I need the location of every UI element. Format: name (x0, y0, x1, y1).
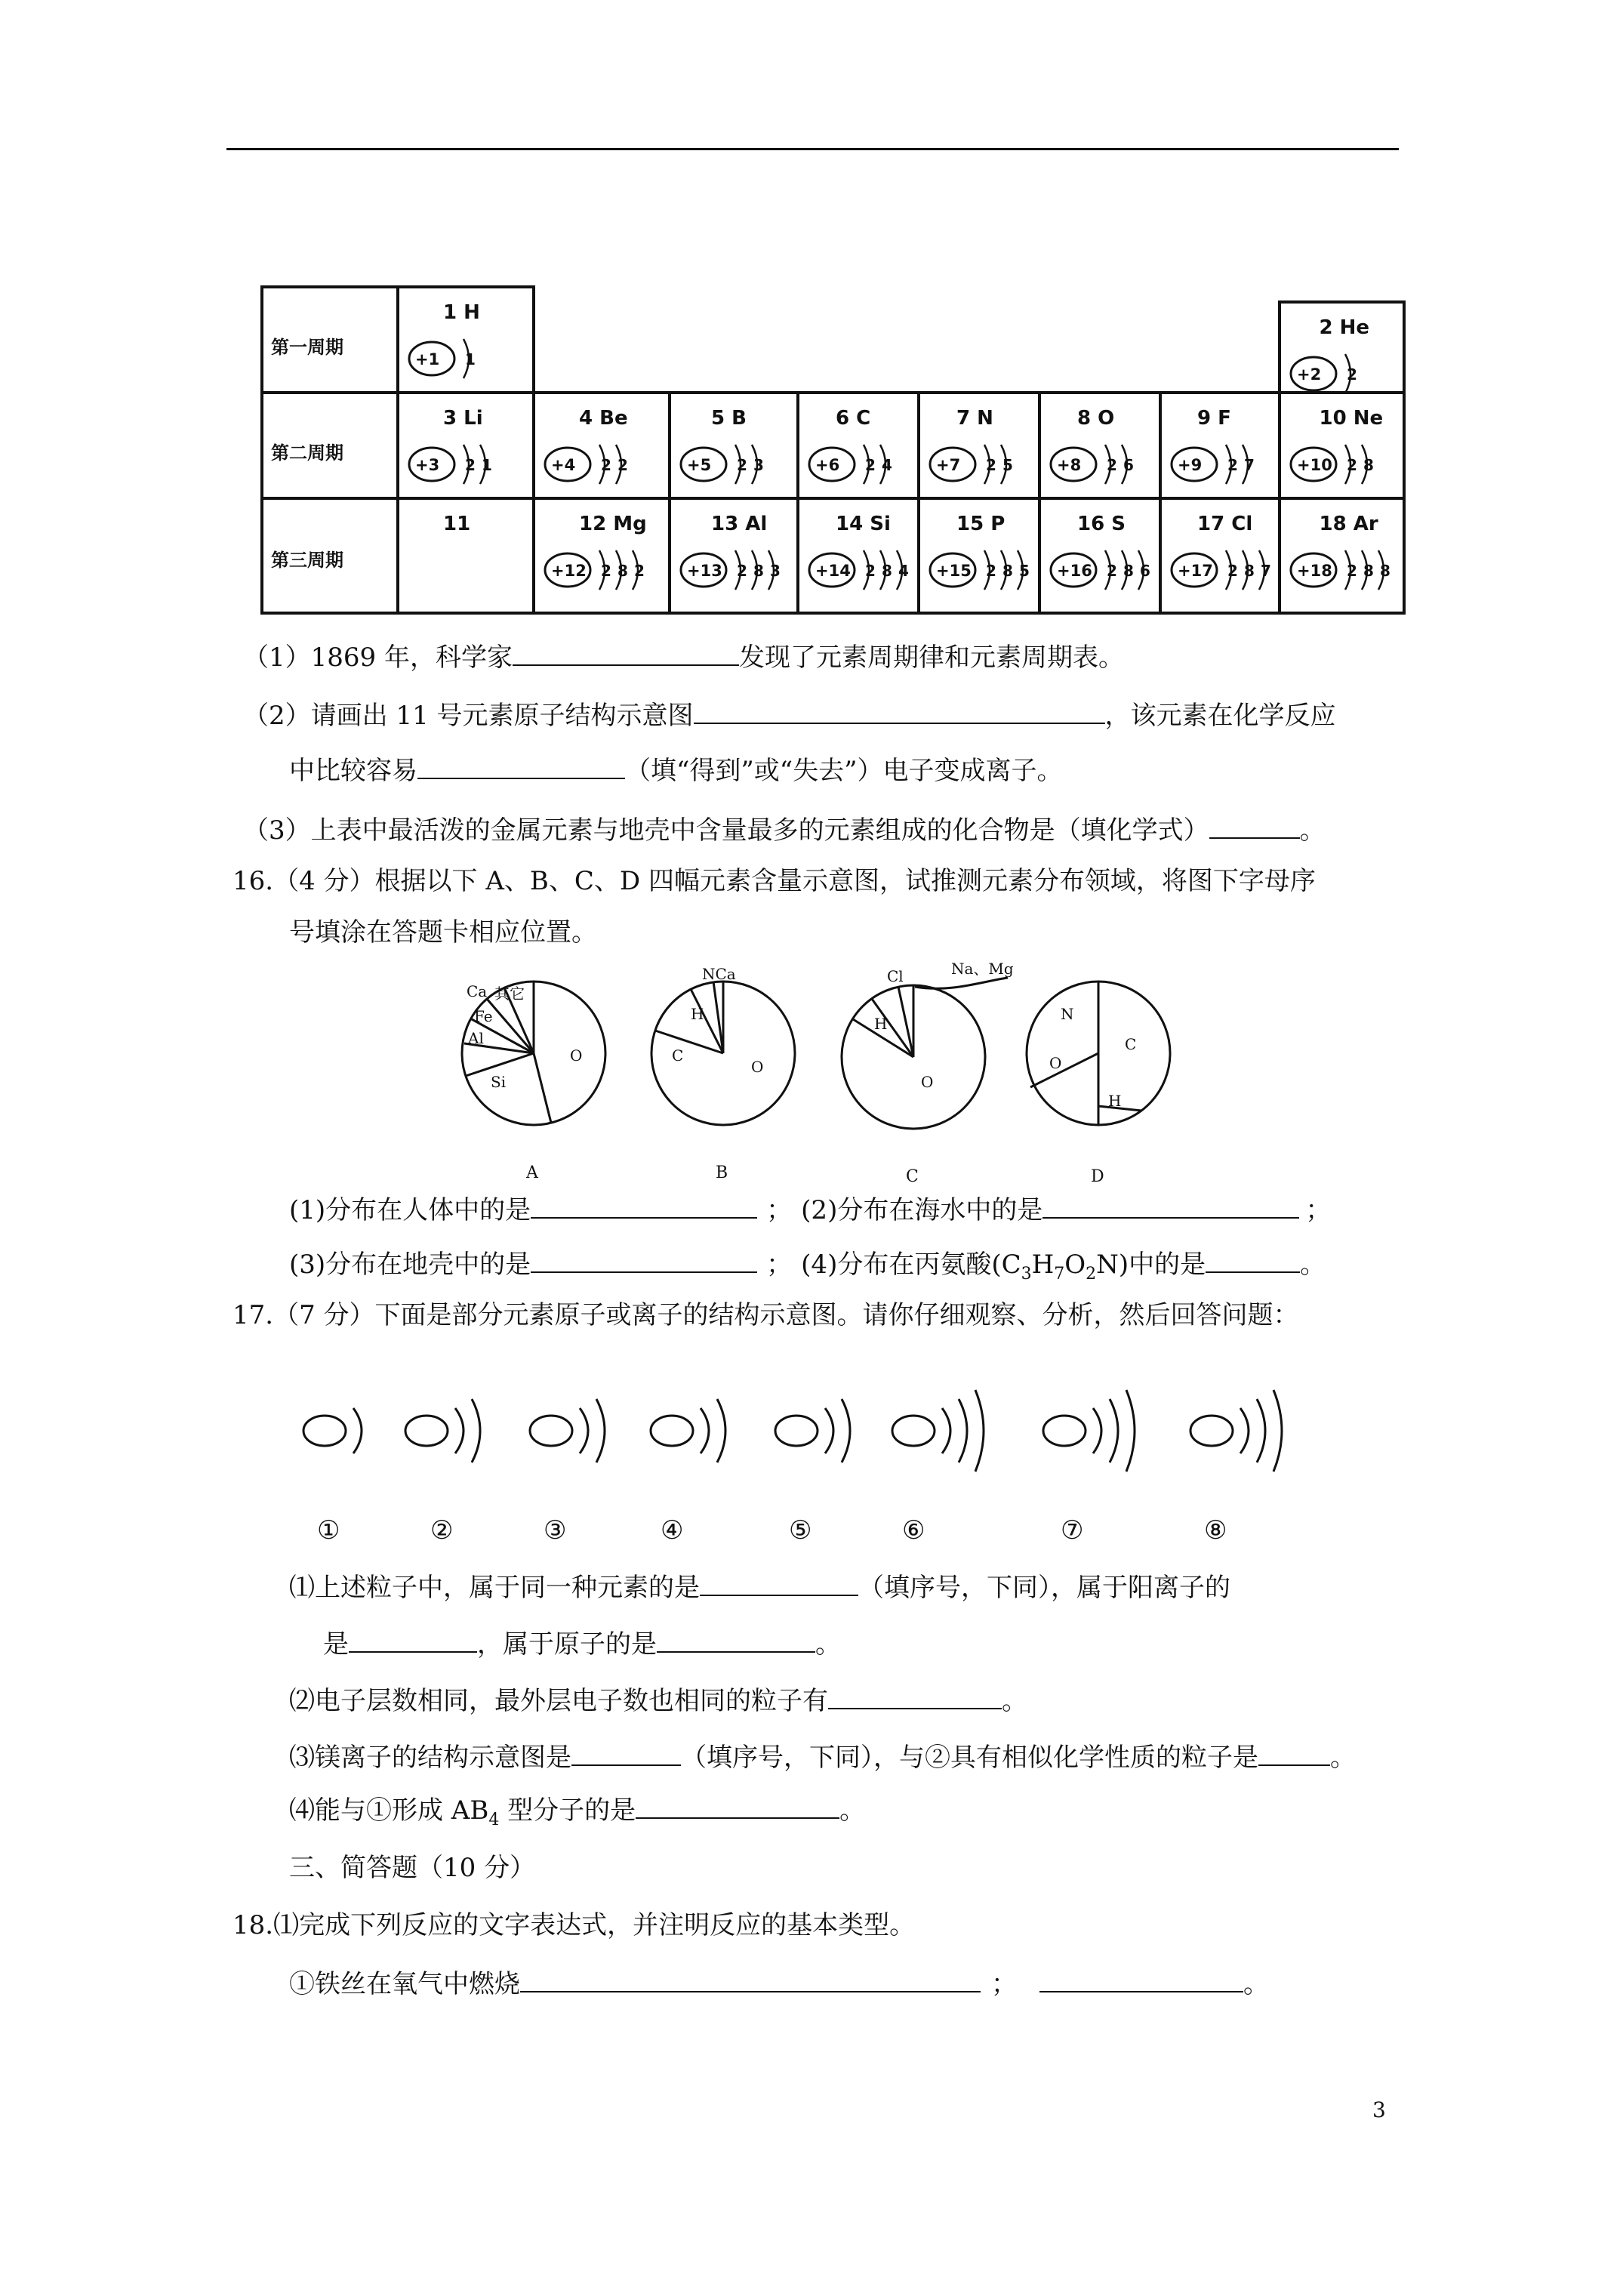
header-rule (226, 148, 1399, 150)
shell-electron-count: 2 (1107, 562, 1117, 580)
electron-shell-arc (825, 1408, 833, 1453)
shell-electron-count: 2 (617, 456, 628, 474)
shell-electron-count: 8 (1244, 562, 1255, 580)
nucleus-charge: +17 (1178, 562, 1213, 580)
section-3-heading: 三、简答题（10 分） (289, 1853, 536, 1883)
element-label: 3 Li (443, 407, 483, 430)
nucleus-charge: +15 (936, 562, 972, 580)
q16-answer-2: (3)分布在地壳中的是 ； (4)分布在丙氨酸$(C_3H_7O_2N)$中的是 。 (289, 1247, 1326, 1291)
answer-blank[interactable] (531, 1247, 757, 1273)
pie-d-label: N (1061, 1005, 1074, 1023)
nucleus-charge: +6 (815, 456, 840, 474)
shell-electron-count: 8 (1002, 562, 1013, 580)
pie-d-letter: D (1091, 1167, 1104, 1186)
nucleus-charge: +16 (1057, 562, 1092, 580)
q17-sub3: ⑶镁离子的结构示意图是 （填序号，下同），与②具有相似化学性质的粒子是 。 (289, 1740, 1356, 1774)
shell-electron-count: 3 (770, 562, 781, 580)
pie-a-label: Fe (474, 1007, 493, 1025)
shell-electron-count: 4 (882, 456, 892, 474)
page-number: 3 (1372, 2097, 1386, 2122)
element-label: 2 He (1319, 316, 1370, 339)
q16-stem: 16.（4 分）根据以下 A、B、C、D 四幅元素含量示意图，试推测元素分布领域，将图下字母序 (233, 866, 1316, 896)
structure-number: ② (430, 1515, 454, 1546)
pie-a-letter: A (526, 1163, 538, 1182)
shell-electron-count: 8 (1380, 562, 1390, 580)
answer-blank[interactable] (513, 640, 739, 666)
electron-shell-arc (942, 1408, 950, 1453)
shell-electron-count: 2 (865, 562, 876, 580)
structure-diagrams (294, 1359, 1336, 1510)
nucleus-charge: +2 (1297, 365, 1322, 384)
pie-d-label: H (1108, 1092, 1122, 1110)
q15-part2: （2）请画出 11 号元素原子结构示意图 ，该元素在化学反应 (243, 698, 1336, 732)
element-label: 7 N (956, 407, 993, 430)
electron-shell-arc (959, 1399, 967, 1462)
nucleus-charge: +3 (415, 456, 440, 474)
element-label: 12 Mg (579, 513, 647, 535)
answer-blank[interactable] (571, 1740, 681, 1766)
pie-charts-figure (453, 963, 1208, 1219)
structure-number: ⑦ (1061, 1515, 1084, 1546)
electron-shell-arc (596, 1399, 605, 1462)
shell-electron-count: 2 (1227, 562, 1238, 580)
nucleus-charge: +4 (551, 456, 576, 474)
shell-electron-count: 2 (1227, 456, 1238, 474)
shell-electron-count: 2 (601, 456, 611, 474)
electron-shell-arc (975, 1390, 984, 1472)
shell-electron-count: 2 (465, 456, 476, 474)
shell-electron-count: 6 (1123, 456, 1134, 474)
shell-electron-count: 2 (1347, 365, 1357, 384)
element-label: 1 H (443, 301, 480, 324)
answer-blank[interactable] (531, 1193, 757, 1219)
nucleus-circle (530, 1416, 572, 1446)
shell-electron-count: 8 (617, 562, 628, 580)
pie-a-label: O (570, 1046, 583, 1065)
answer-blank[interactable] (694, 698, 1105, 724)
electron-shell-arc (353, 1408, 362, 1453)
q18-stem: 18.⑴完成下列反应的文字表达式，并注明反应的基本类型。 (233, 1910, 916, 1940)
shell-electron-count: 1 (465, 350, 476, 368)
answer-blank[interactable] (520, 1967, 981, 1992)
pie-b-label: C (672, 1046, 684, 1065)
shell-electron-count: 2 (986, 456, 996, 474)
nucleus-circle (405, 1416, 448, 1446)
answer-blank[interactable] (1258, 1740, 1330, 1766)
shell-electron-count: 3 (753, 456, 764, 474)
element-label: 6 C (836, 407, 871, 430)
answer-blank[interactable] (1209, 813, 1300, 839)
electron-shell-arc (472, 1399, 480, 1462)
pie-b-label: NCa (702, 965, 736, 983)
shell-electron-count: 2 (1347, 456, 1357, 474)
period-3-label: 第三周期 (271, 550, 343, 571)
pie-a-label: Ca (467, 982, 488, 1000)
periodic-table-figure (260, 285, 1415, 622)
answer-blank[interactable] (1042, 1193, 1299, 1219)
pie-a-label: Si (491, 1073, 507, 1091)
q17-sub2: ⑵电子层数相同，最外层电子数也相同的粒子有 。 (289, 1684, 1027, 1718)
shell-electron-count: 8 (753, 562, 764, 580)
structure-numbers (302, 1514, 1313, 1549)
nucleus-circle (303, 1416, 346, 1446)
element-label: 10 Ne (1319, 407, 1384, 430)
pie-c-label: Cl (887, 967, 904, 985)
q17-sub4: ⑷能与①形成 $AB_4$ 型分子的是 。 (289, 1793, 865, 1837)
electron-shell-arc (1093, 1408, 1101, 1453)
element-label: 18 Ar (1319, 513, 1378, 535)
element-label: 14 Si (836, 513, 891, 535)
shell-electron-count: 5 (1019, 562, 1030, 580)
pie-d-label: C (1125, 1035, 1137, 1053)
q16-answer-1: (1)分布在人体中的是 ； (2)分布在海水中的是 ； (289, 1193, 1331, 1227)
shell-electron-count: 1 (482, 456, 492, 474)
element-label: 17 Cl (1197, 513, 1253, 535)
pie-c-label: Na、Mg (951, 963, 1014, 978)
electron-shell-arc (1257, 1399, 1265, 1462)
shell-electron-count: 2 (634, 562, 645, 580)
answer-blank[interactable] (1206, 1247, 1300, 1273)
shell-electron-count: 8 (882, 562, 892, 580)
pie-b-label: O (751, 1058, 764, 1076)
electron-shell-arc (455, 1408, 463, 1453)
electron-shell-arc (701, 1408, 709, 1453)
nucleus-charge: +13 (687, 562, 722, 580)
element-label: 9 F (1197, 407, 1231, 430)
q17-sub1: ⑴上述粒子中，属于同一种元素的是 （填序号，下同），属于阳离子的 (289, 1570, 1230, 1604)
answer-blank[interactable] (636, 1793, 839, 1819)
nucleus-charge: +5 (687, 456, 712, 474)
nucleus-circle (892, 1416, 935, 1446)
nucleus-charge: +18 (1297, 562, 1332, 580)
structure-number: ⑤ (789, 1515, 812, 1546)
pie-d-label: O (1049, 1054, 1062, 1072)
q15-part1: （1）1869 年，科学家 发现了元素周期律和元素周期表。 (243, 640, 1124, 674)
shell-electron-count: 2 (601, 562, 611, 580)
nucleus-charge: +1 (415, 350, 440, 368)
element-label: 11 (443, 513, 471, 535)
pie-c-label: O (921, 1073, 934, 1091)
nucleus-charge: +8 (1057, 456, 1082, 474)
pie-a-label: 其它 (494, 985, 525, 1003)
nucleus-charge: +12 (551, 562, 587, 580)
answer-blank[interactable] (417, 754, 625, 779)
answer-blank[interactable] (700, 1570, 858, 1596)
shell-electron-count: 7 (1244, 456, 1255, 474)
q17-stem: 17.（7 分）下面是部分元素原子或离子的结构示意图。请你仔细观察、分析，然后回答问题： (233, 1300, 1299, 1330)
shell-electron-count: 6 (1140, 562, 1150, 580)
pie-a-label: Al (468, 1029, 484, 1047)
element-label: 8 O (1077, 407, 1115, 430)
shell-electron-count: 8 (1363, 562, 1374, 580)
element-label: 15 P (956, 513, 1006, 535)
shell-electron-count: 2 (986, 562, 996, 580)
period-1-label: 第一周期 (271, 337, 343, 358)
pie-b-label: H (691, 1005, 704, 1023)
nucleus-charge: +9 (1178, 456, 1203, 474)
shell-electron-count: 2 (737, 562, 747, 580)
electron-shell-arc (1273, 1390, 1282, 1472)
electron-shell-arc (1126, 1390, 1135, 1472)
element-label: 4 Be (579, 407, 628, 430)
nucleus-circle (651, 1416, 693, 1446)
answer-blank[interactable] (349, 1627, 477, 1653)
shell-electron-count: 2 (737, 456, 747, 474)
element-label: 5 B (711, 407, 747, 430)
electron-shell-arc (842, 1399, 850, 1462)
answer-blank[interactable] (1039, 1967, 1243, 1992)
pie-c-label: H (874, 1015, 888, 1033)
answer-blank[interactable] (657, 1627, 815, 1653)
shell-electron-count: 2 (1107, 456, 1117, 474)
element-label: 16 S (1077, 513, 1126, 535)
q16-stem-cont: 号填涂在答题卡相应位置。 (289, 917, 597, 948)
shell-electron-count: 5 (1002, 456, 1013, 474)
shell-electron-count: 8 (1123, 562, 1134, 580)
element-label: 13 Al (711, 513, 768, 535)
shell-electron-count: 8 (1363, 456, 1374, 474)
structure-number: ③ (544, 1515, 567, 1546)
electron-shell-arc (717, 1399, 725, 1462)
structure-number: ⑥ (902, 1515, 925, 1546)
structure-number: ① (317, 1515, 340, 1546)
shell-electron-count: 7 (1261, 562, 1271, 580)
shell-electron-count: 2 (1347, 562, 1357, 580)
electron-shell-arc (1240, 1408, 1249, 1453)
electron-shell-arc (1110, 1399, 1118, 1462)
nucleus-charge: +14 (815, 562, 851, 580)
shell-electron-count: 2 (865, 456, 876, 474)
shell-electron-count: 4 (898, 562, 909, 580)
nucleus-circle (775, 1416, 818, 1446)
answer-blank[interactable] (828, 1684, 1002, 1709)
electron-shell-arc (580, 1408, 588, 1453)
nucleus-circle (1043, 1416, 1086, 1446)
nucleus-circle (1190, 1416, 1233, 1446)
q15-part2-cont: 中比较容易 （填“得到”或“失去”）电子变成离子。 (289, 754, 1063, 787)
q15-part3: （3）上表中最活泼的金属元素与地壳中含量最多的元素组成的化合物是（填化学式） 。 (243, 813, 1326, 847)
structure-number: ⑧ (1204, 1515, 1227, 1546)
nucleus-charge: +10 (1297, 456, 1332, 474)
period-2-label: 第二周期 (271, 442, 343, 464)
nucleus-charge: +7 (936, 456, 961, 474)
pie-c-letter: C (906, 1167, 919, 1186)
pie-b-letter: B (716, 1163, 728, 1182)
q17-sub1-cont: 是 ，属于原子的是 。 (323, 1627, 841, 1661)
q18-item1: ①铁丝在氧气中燃烧 ； 。 (289, 1967, 1269, 2001)
structure-number: ④ (661, 1515, 684, 1546)
